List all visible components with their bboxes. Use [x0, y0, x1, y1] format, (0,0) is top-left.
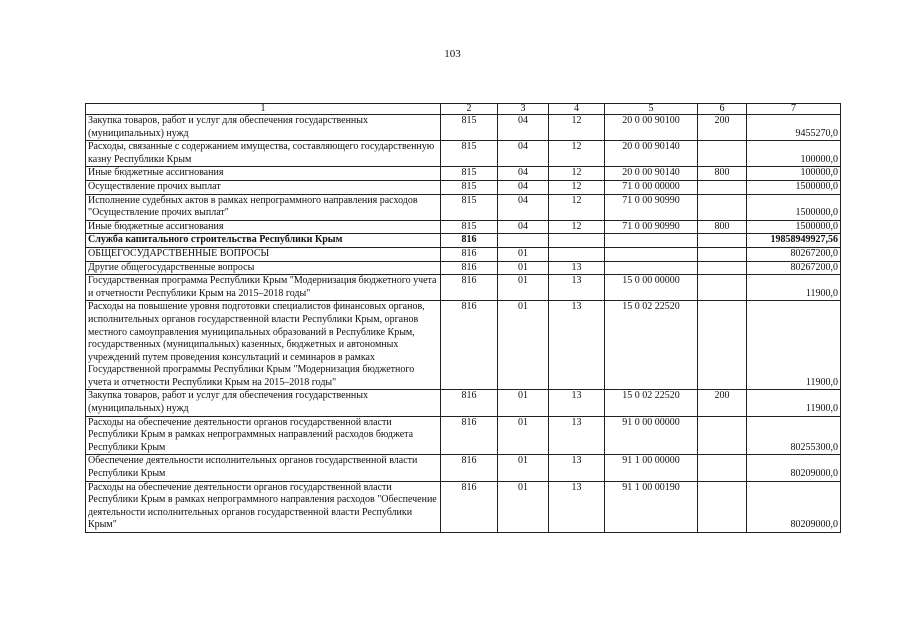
row-name-cell: Расходы на повышение уровня подготовки специалистов финансовых органов, исполнительных органов государственной власти Республики Крым, органов местного самоуправления муниципальных образований в Республике Крым, государственных (муниципальных) казенных, бюджетных и автономных учреждений путем проведения консультаций и семинаров в рамках Государственной программы Республики Крым "Модернизация бюджетного учета и отчетности Республики Крым на 2015–2018 годы": [86, 301, 441, 390]
table-row: [86, 220, 841, 234]
code-cell: 815: [441, 194, 498, 220]
code-cell: [605, 261, 698, 275]
column-header: 6: [698, 104, 747, 115]
amount-cell: 80209000,0: [747, 455, 841, 481]
table-row: [86, 416, 841, 455]
amount-cell: 11900,0: [747, 390, 841, 416]
code-cell: [698, 455, 747, 481]
row-name-cell: Закупка товаров, работ и услуг для обеспечения государственных (муниципальных) нужд: [86, 390, 441, 416]
code-cell: [698, 416, 747, 455]
code-cell: 816: [441, 301, 498, 390]
table-row: [86, 390, 841, 416]
code-cell: [698, 194, 747, 220]
table-row: [86, 194, 841, 220]
code-cell: 01: [498, 247, 549, 261]
row-name-cell: Обеспечение деятельности исполнительных органов государственной власти Республики Крым: [86, 455, 441, 481]
code-cell: 815: [441, 141, 498, 167]
code-cell: 815: [441, 167, 498, 181]
code-cell: 12: [549, 167, 605, 181]
table-row: [86, 275, 841, 301]
code-cell: 816: [441, 247, 498, 261]
table-row: [86, 261, 841, 275]
row-name-cell: Государственная программа Республики Крым "Модернизация бюджетного учета и отчетности Республики Крым на 2015–2018 годы": [86, 275, 441, 301]
code-cell: 13: [549, 390, 605, 416]
code-cell: [498, 234, 549, 248]
table-row: [86, 234, 841, 248]
code-cell: 12: [549, 220, 605, 234]
code-cell: [698, 481, 747, 532]
code-cell: 01: [498, 455, 549, 481]
code-cell: 816: [441, 390, 498, 416]
column-header: 1: [86, 104, 441, 115]
code-cell: [698, 247, 747, 261]
amount-cell: 100000,0: [747, 167, 841, 181]
row-name-cell: Другие общегосударственные вопросы: [86, 261, 441, 275]
code-cell: [698, 275, 747, 301]
code-cell: 816: [441, 275, 498, 301]
code-cell: 13: [549, 261, 605, 275]
code-cell: 12: [549, 141, 605, 167]
code-cell: 800: [698, 167, 747, 181]
code-cell: 13: [549, 481, 605, 532]
amount-cell: 80267200,0: [747, 247, 841, 261]
row-name-cell: ОБЩЕГОСУДАРСТВЕННЫЕ ВОПРОСЫ: [86, 247, 441, 261]
code-cell: 816: [441, 481, 498, 532]
code-cell: 20 0 00 90140: [605, 141, 698, 167]
code-cell: [605, 234, 698, 248]
code-cell: 04: [498, 141, 549, 167]
amount-cell: 80255300,0: [747, 416, 841, 455]
table-header-row: [86, 104, 841, 115]
code-cell: 01: [498, 301, 549, 390]
code-cell: 13: [549, 416, 605, 455]
code-cell: 04: [498, 167, 549, 181]
column-header: 3: [498, 104, 549, 115]
code-cell: 15 0 02 22520: [605, 390, 698, 416]
code-cell: 200: [698, 390, 747, 416]
amount-cell: 80209000,0: [747, 481, 841, 532]
code-cell: 815: [441, 220, 498, 234]
column-header: 4: [549, 104, 605, 115]
code-cell: 15 0 00 00000: [605, 275, 698, 301]
column-header: 2: [441, 104, 498, 115]
amount-cell: 19858949927,56: [747, 234, 841, 248]
code-cell: [549, 247, 605, 261]
code-cell: 816: [441, 234, 498, 248]
code-cell: 91 0 00 00000: [605, 416, 698, 455]
code-cell: 20 0 00 90100: [605, 115, 698, 141]
code-cell: 200: [698, 115, 747, 141]
table-row: [86, 167, 841, 181]
code-cell: 01: [498, 416, 549, 455]
code-cell: 800: [698, 220, 747, 234]
amount-cell: 9455270,0: [747, 115, 841, 141]
code-cell: 04: [498, 115, 549, 141]
code-cell: 01: [498, 275, 549, 301]
page-number: 103: [444, 48, 461, 60]
code-cell: 15 0 02 22520: [605, 301, 698, 390]
row-name-cell: Осуществление прочих выплат: [86, 180, 441, 194]
amount-cell: 1500000,0: [747, 220, 841, 234]
code-cell: 71 0 00 90990: [605, 194, 698, 220]
code-cell: 815: [441, 180, 498, 194]
code-cell: 91 1 00 00000: [605, 455, 698, 481]
amount-cell: 80267200,0: [747, 261, 841, 275]
budget-table: [85, 103, 841, 533]
code-cell: [549, 234, 605, 248]
row-name-cell: Иные бюджетные ассигнования: [86, 220, 441, 234]
code-cell: 12: [549, 194, 605, 220]
amount-cell: 1500000,0: [747, 180, 841, 194]
row-name-cell: Закупка товаров, работ и услуг для обеспечения государственных (муниципальных) нужд: [86, 115, 441, 141]
code-cell: 71 0 00 00000: [605, 180, 698, 194]
code-cell: 71 0 00 90990: [605, 220, 698, 234]
code-cell: 01: [498, 261, 549, 275]
code-cell: [698, 261, 747, 275]
code-cell: 04: [498, 220, 549, 234]
code-cell: 815: [441, 115, 498, 141]
table-row: [86, 301, 841, 390]
code-cell: [698, 301, 747, 390]
row-name-cell: Служба капитального строительства Республики Крым: [86, 234, 441, 248]
code-cell: [605, 247, 698, 261]
column-header: 7: [747, 104, 841, 115]
row-name-cell: Расходы на обеспечение деятельности органов государственной власти Республики Крым в рамках непрограммного направления расходов "Обеспечение деятельности исполнительных органов государственной власти Республики Крым": [86, 481, 441, 532]
row-name-cell: Исполнение судебных актов в рамках непрограммного направления расходов "Осуществление прочих выплат": [86, 194, 441, 220]
code-cell: 13: [549, 455, 605, 481]
column-header: 5: [605, 104, 698, 115]
code-cell: 12: [549, 115, 605, 141]
code-cell: 01: [498, 481, 549, 532]
amount-cell: 1500000,0: [747, 194, 841, 220]
code-cell: [698, 180, 747, 194]
table-row: [86, 455, 841, 481]
code-cell: 13: [549, 301, 605, 390]
amount-cell: 11900,0: [747, 301, 841, 390]
code-cell: 04: [498, 180, 549, 194]
code-cell: 20 0 00 90140: [605, 167, 698, 181]
row-name-cell: Расходы, связанные с содержанием имущества, составляющего государственную казну Республики Крым: [86, 141, 441, 167]
table-row: [86, 180, 841, 194]
table-row: [86, 115, 841, 141]
code-cell: 13: [549, 275, 605, 301]
code-cell: 04: [498, 194, 549, 220]
table-row: [86, 481, 841, 532]
code-cell: 91 1 00 00190: [605, 481, 698, 532]
code-cell: [698, 141, 747, 167]
code-cell: 816: [441, 455, 498, 481]
table-row: [86, 247, 841, 261]
row-name-cell: Расходы на обеспечение деятельности органов государственной власти Республики Крым в рамках непрограммных направлений расходов бюджета Республики Крым: [86, 416, 441, 455]
code-cell: 01: [498, 390, 549, 416]
code-cell: 12: [549, 180, 605, 194]
code-cell: 816: [441, 261, 498, 275]
amount-cell: 100000,0: [747, 141, 841, 167]
code-cell: [698, 234, 747, 248]
code-cell: 816: [441, 416, 498, 455]
table-row: [86, 141, 841, 167]
row-name-cell: Иные бюджетные ассигнования: [86, 167, 441, 181]
amount-cell: 11900,0: [747, 275, 841, 301]
